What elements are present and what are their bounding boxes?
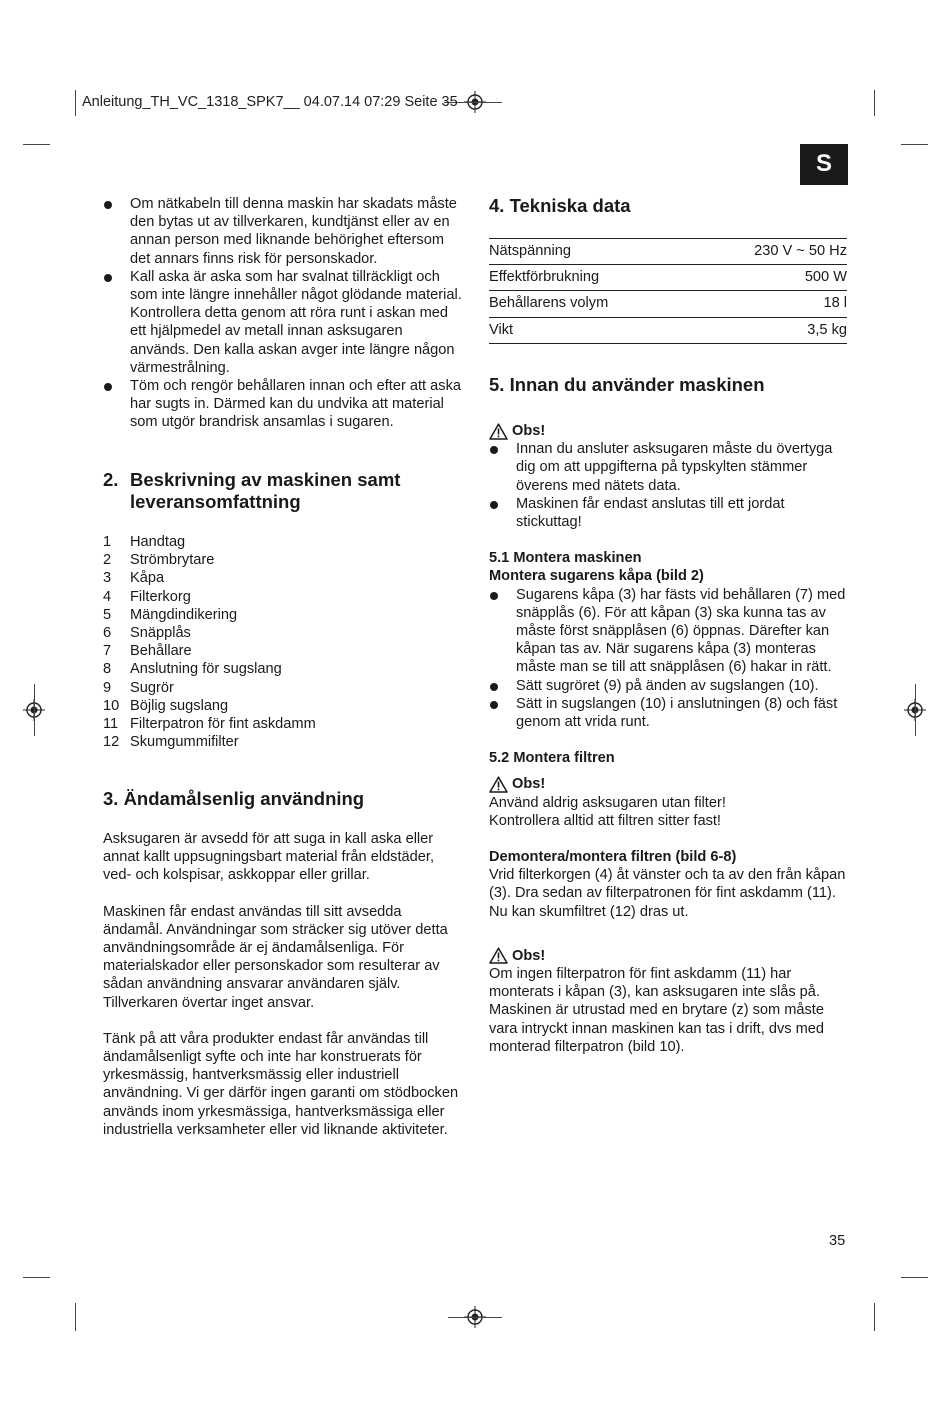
list-item [103, 715, 465, 733]
section-3-heading: 3. Ändamålsenlig användning [103, 788, 365, 809]
list-item [103, 551, 465, 569]
obs-label: Obs! [512, 423, 546, 439]
item-number: 11 [103, 716, 119, 733]
page-number: 35 [829, 1233, 846, 1249]
list-item: Om nätkabeln till denna maskin har skadats måste den bytas ut av tillverkaren, kundtjänst eller av en annan person med liknande behörighet eftersom det annars finns risk för personskador. [103, 195, 465, 268]
list-item [103, 624, 465, 642]
crop-mark [23, 1277, 50, 1278]
list-item [103, 569, 465, 587]
item-number: 5 [103, 606, 112, 623]
obs-label: Obs! [512, 947, 546, 964]
section-2-heading [103, 469, 465, 513]
item-label: Snäpplås [130, 625, 191, 642]
section-5-body [489, 422, 851, 1056]
obs-note [489, 947, 851, 965]
item-number: 1 [103, 534, 112, 550]
section-4-heading: 4. Tekniska data [489, 195, 631, 216]
crop-mark [901, 1277, 928, 1278]
item-number: 9 [103, 679, 112, 696]
item-number: 12 [103, 734, 120, 751]
section-title: Beskrivning av maskinen samt leveransomfattning [130, 469, 401, 512]
crop-mark [448, 1317, 502, 1318]
item-number: 3 [103, 570, 112, 587]
spec-label: Vikt [489, 317, 690, 343]
spec-label: Effektförbrukning [489, 265, 690, 291]
crop-mark [75, 1303, 76, 1331]
table-row [489, 239, 847, 265]
list-item: Sugarens kåpa (3) har fästs vid behållaren (7) med snäpplås (6). För att kåpan (3) ska kunna tas av måste först snäpplåsen (6) öppnas. Därefter kan kåpan tas av. När sugarens kåpa (3) monteras måste man se till att snäpplåsen (6) hakar in rätt. [489, 586, 851, 677]
warning-triangle-icon [489, 423, 508, 440]
spec-label: Nätspänning [489, 239, 690, 265]
item-label: Skumgummifilter [130, 734, 239, 751]
parts-list [103, 533, 465, 751]
item-number: 6 [103, 625, 112, 642]
list-item [103, 660, 465, 678]
spec-value: 18 l [690, 291, 847, 317]
crop-mark [34, 684, 35, 736]
list-item [103, 642, 465, 660]
item-number: 8 [103, 661, 112, 678]
spec-value: 230 V ~ 50 Hz [690, 239, 847, 265]
subsection-title: 5.1 Montera maskinen [489, 550, 642, 567]
spec-value: 500 W [690, 265, 847, 291]
list-item [103, 697, 465, 715]
paragraph: Tänk på att våra produkter endast får användas till ändamålsenligt syfte och inte har konstruerats för yrkesmässig, hantverksmässig eller industriell användning. Vi ger därför ingen garanti om stödbocken används inom yrkesmässiga, hantverksmässiga eller industriella verksamheter eller vid liknande aktiviteter. [103, 1030, 459, 1138]
list-item: Sätt in sugslangen (10) i anslutningen (8) och fäst genom att vrida runt. [489, 695, 851, 731]
crop-mark [901, 144, 928, 145]
subsection-title: 5.2 Montera filtren [489, 750, 615, 767]
section-3-body [103, 830, 465, 1139]
list-item: Maskinen får endast anslutas till ett jordat stickuttag! [489, 495, 851, 531]
paragraph: Om ingen filterpatron för fint askdamm (11) har monterats i kåpan (3), kan asksugaren inte slås på. Maskinen är utrustad med en brytare (z) som måste vara intryckt innan maskinen kan tas i drift, dvs med monterad filterpatron (bild 10). [489, 966, 824, 1055]
crop-mark [75, 90, 76, 116]
print-header: Anleitung_TH_VC_1318_SPK7__ 04.07.14 07:29 Seite 35 [82, 94, 458, 110]
warning-triangle-icon [489, 776, 508, 793]
list-item [103, 733, 465, 751]
item-number: 7 [103, 643, 112, 660]
item-label: Filterkorg [130, 588, 191, 605]
list-item [103, 533, 465, 551]
item-number: 2 [103, 552, 112, 569]
warning-triangle-icon [489, 947, 508, 964]
subsection-title: Demontera/montera filtren (bild 6-8) [489, 849, 737, 866]
table-row [489, 291, 847, 317]
obs-label: Obs! [512, 776, 546, 793]
obs-note [489, 422, 851, 440]
item-label: Handtag [130, 534, 186, 550]
paragraph: Asksugaren är avsedd för att suga in kall aska eller annat kallt uppsugningsbart material från eldstäder, ved- och kolspisar, askkoppar eller grillar. [103, 831, 434, 884]
list-item: Kall aska är aska som har svalnat tillräckligt och som inte längre innehåller något glödande material. Kontrollera detta genom att röra runt i askan med ett hjälpmedel av metall innan asksugaren används. Den kalla askan avger inte längre någon värmestrålning. [103, 268, 465, 377]
crop-mark [874, 1303, 875, 1331]
section-number: 2. [103, 469, 119, 490]
item-label: Böjlig sugslang [130, 697, 229, 714]
item-number: 4 [103, 588, 112, 605]
list-item: Töm och rengör behållaren innan och efter att aska har sugts in. Därmed kan du undvika att material som utgör brandrisk ansamlas i sugaren. [103, 377, 465, 432]
item-label: Strömbrytare [130, 552, 215, 569]
list-item [103, 588, 465, 606]
crop-mark [23, 144, 50, 145]
paragraph: Använd aldrig asksugaren utan filter! Kontrollera alltid att filtren sitter fast! [489, 794, 726, 829]
language-badge: S [800, 144, 848, 185]
item-label: Filterpatron för fint askdamm [130, 716, 316, 733]
subsection-subtitle: Montera sugarens kåpa (bild 2) [489, 568, 704, 585]
item-number: 10 [103, 697, 120, 714]
section-5-heading: 5. Innan du använder maskinen [489, 374, 765, 395]
table-row [489, 317, 847, 343]
crop-mark [874, 90, 875, 116]
item-label: Mängdindikering [130, 606, 238, 623]
item-label: Kåpa [130, 570, 165, 587]
list-item [103, 606, 465, 624]
paragraph: Maskinen får endast användas till sitt avsedda ändamål. Användningar som sträcker sig utöver detta användningsområde är ej ändamålsenliga. För materialskador eller personskador som resulterar av sådan användning ansvarar användaren själv. Tillverkaren övertar inget ansvar. [103, 903, 448, 1011]
item-label: Anslutning för sugslang [130, 661, 282, 678]
list-item: Innan du ansluter asksugaren måste du övertyga dig om att uppgifterna på typskylten stämmer överens med nätets data. [489, 440, 851, 495]
list-item: Sätt sugröret (9) på änden av sugslangen (10). [489, 677, 851, 695]
item-label: Behållare [130, 643, 192, 660]
obs-note [489, 775, 851, 793]
left-column [103, 195, 465, 432]
spec-value: 3,5 kg [690, 317, 847, 343]
table-row [489, 265, 847, 291]
paragraph: Vrid filterkorgen (4) åt vänster och ta av den från kåpan (3). Dra sedan av filterpatronen för fint askdamm (11). Nu kan skumfiltret (12) dras ut. [489, 867, 846, 920]
list-item [103, 679, 465, 697]
technical-data-table [489, 238, 847, 344]
spec-label: Behållarens volym [489, 291, 690, 317]
crop-mark [915, 684, 916, 736]
item-label: Sugrör [130, 679, 174, 696]
